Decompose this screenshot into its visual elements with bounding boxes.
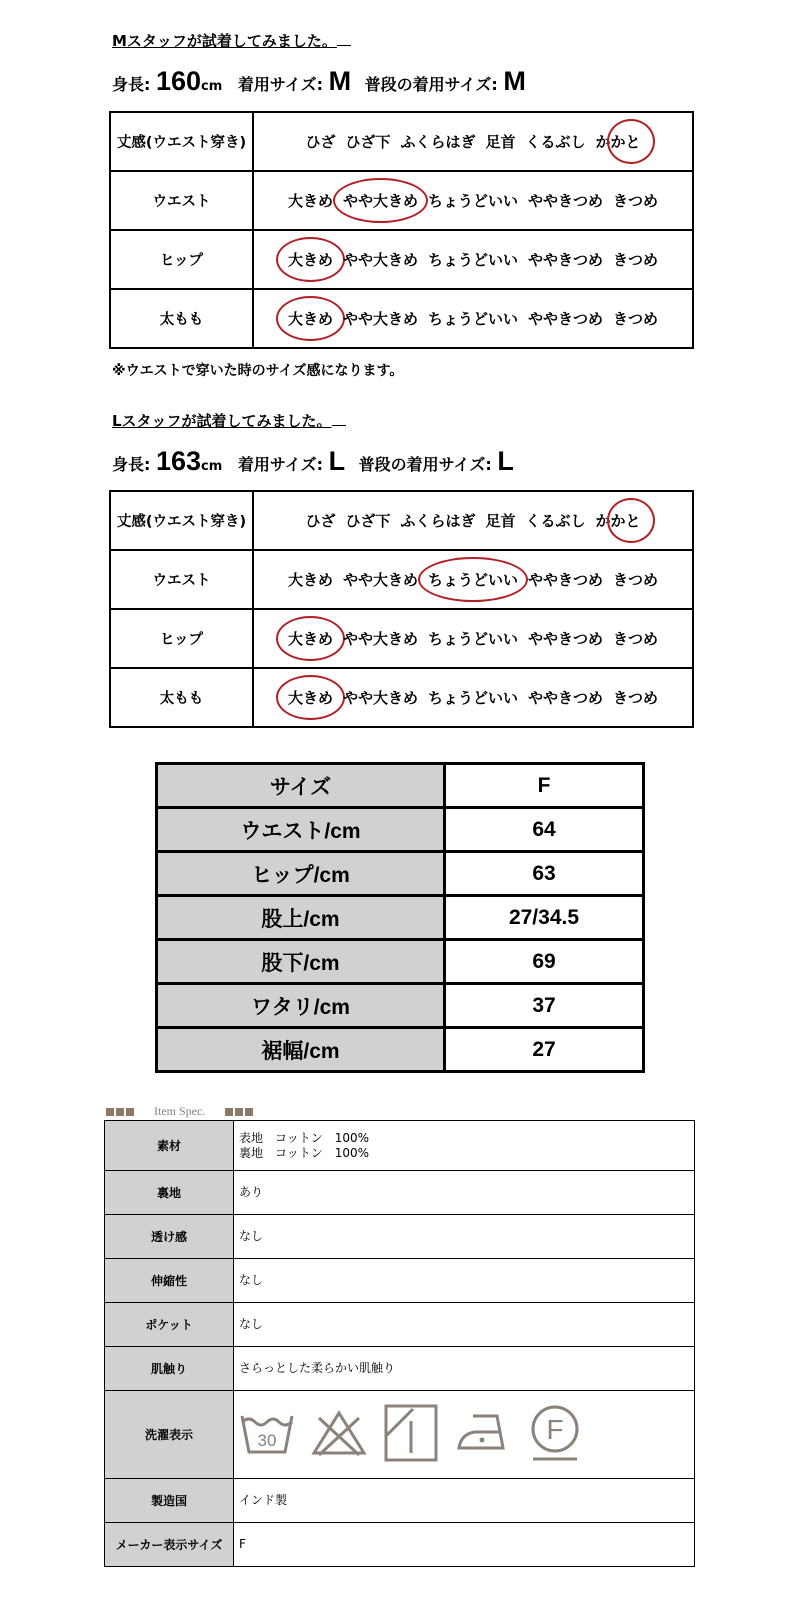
item-spec-value	[234, 1347, 695, 1391]
fit-option: くるぶし	[525, 512, 586, 530]
fit-options	[253, 550, 693, 609]
fit-row-label: ヒップ	[110, 609, 253, 668]
item-spec-row	[105, 1479, 695, 1523]
square-icon	[235, 1108, 243, 1116]
height-unit: cm	[201, 79, 223, 94]
fit-option: きつめ	[613, 310, 659, 328]
fit-option: 足首	[485, 133, 516, 151]
fit-option: ややきつめ	[528, 192, 604, 210]
fit-table-m	[109, 111, 694, 349]
iron-low-icon	[455, 1408, 511, 1462]
size-row	[157, 984, 644, 1028]
size-value: 37	[445, 984, 644, 1028]
wear-size-value: M	[328, 66, 352, 96]
fit-options	[253, 491, 693, 550]
item-spec-key: 製造国	[105, 1479, 234, 1523]
fit-row-label: ウエスト	[110, 550, 253, 609]
item-spec-value	[234, 1171, 695, 1215]
staff-m-heading	[112, 30, 351, 51]
square-icon	[116, 1108, 124, 1116]
fit-row-label: ヒップ	[110, 230, 253, 289]
wash-30-icon	[239, 1408, 295, 1462]
size-row	[157, 764, 644, 808]
wear-size-label: 着用サイズ:	[237, 455, 324, 474]
svg-text:30: 30	[257, 1430, 277, 1450]
line-dry-icon	[383, 1403, 439, 1467]
fit-option: ひざ下	[345, 512, 391, 530]
fit-option: ちょうどいい	[427, 630, 518, 648]
staff-l-heading	[112, 410, 346, 431]
item-spec-line: なし	[239, 1273, 264, 1287]
item-spec-line: なし	[239, 1229, 264, 1243]
fit-option: きつめ	[613, 689, 659, 707]
usual-size-value: M	[503, 66, 526, 96]
height-value: 163	[155, 446, 202, 476]
staff-l-heading-text: Lスタッフが試着してみました。	[112, 412, 332, 430]
item-spec-line: F	[239, 1537, 246, 1551]
fit-option: ややきつめ	[528, 630, 604, 648]
size-row	[157, 896, 644, 940]
size-value: 63	[445, 852, 644, 896]
item-spec-value	[234, 1215, 695, 1259]
item-spec-table	[104, 1120, 695, 1567]
fit-option: ややきつめ	[528, 251, 604, 269]
fit-option: くるぶし	[525, 133, 586, 151]
item-spec-heading	[106, 1104, 255, 1119]
item-spec-row	[105, 1171, 695, 1215]
fit-row	[110, 668, 693, 727]
wash-symbols	[239, 1403, 694, 1467]
item-spec-line: あり	[239, 1185, 264, 1199]
fit-option: ややきつめ	[528, 689, 604, 707]
size-row	[157, 808, 644, 852]
svg-text:F: F	[546, 1413, 564, 1445]
fit-row	[110, 289, 693, 348]
item-spec-line: 表地 コットン 100%	[239, 1130, 370, 1145]
usual-size-value: L	[497, 446, 514, 476]
fit-row	[110, 550, 693, 609]
size-row	[157, 940, 644, 984]
fit-option: ややきつめ	[528, 571, 604, 589]
size-value: F	[445, 764, 644, 808]
wear-size-label: 着用サイズ:	[237, 75, 324, 94]
size-table	[155, 762, 645, 1073]
fit-option: きつめ	[613, 192, 659, 210]
item-spec-row	[105, 1391, 695, 1479]
fit-option: 大きめ	[287, 571, 333, 589]
fit-option: ひざ	[305, 512, 336, 530]
size-key: 裾幅/cm	[157, 1028, 445, 1072]
item-spec-key: 洗濯表示	[105, 1391, 234, 1479]
item-spec-key: メーカー表示サイズ	[105, 1523, 234, 1567]
fit-option-selected: かと	[610, 512, 641, 530]
staff-m-heading-text: Mスタッフが試着してみました。	[112, 32, 337, 50]
size-key: 股下/cm	[157, 940, 445, 984]
item-spec-line: なし	[239, 1317, 264, 1331]
square-icon	[245, 1108, 253, 1116]
item-spec-value	[234, 1479, 695, 1523]
item-spec-key: 肌触り	[105, 1347, 234, 1391]
size-value: 64	[445, 808, 644, 852]
item-spec-value	[234, 1391, 695, 1479]
square-icon	[126, 1108, 134, 1116]
fit-option: ひざ下	[345, 133, 391, 151]
size-row	[157, 852, 644, 896]
height-label: 身長:	[112, 75, 151, 94]
fit-row	[110, 491, 693, 550]
fit-option: か	[595, 133, 611, 151]
staff-l-specline	[112, 446, 514, 477]
fit-options	[253, 609, 693, 668]
height-label: 身長:	[112, 455, 151, 474]
item-spec-row	[105, 1121, 695, 1171]
fit-option: ふくらはぎ	[400, 133, 476, 151]
fit-row	[110, 171, 693, 230]
fit-option-selected: ちょうどいい	[427, 571, 518, 589]
size-value: 69	[445, 940, 644, 984]
item-spec-key: 裏地	[105, 1171, 234, 1215]
size-key: ウエスト/cm	[157, 808, 445, 852]
dry-clean-f-icon	[527, 1403, 583, 1467]
fit-option: ひざ	[305, 133, 336, 151]
fit-option: やや大きめ	[342, 251, 418, 269]
item-spec-row	[105, 1347, 695, 1391]
no-bleach-icon	[311, 1408, 367, 1462]
item-spec-value	[234, 1523, 695, 1567]
fit-row-label: 丈感(ウエスト穿き)	[110, 491, 253, 550]
fit-options	[253, 668, 693, 727]
item-spec-key: 素材	[105, 1121, 234, 1171]
square-icon	[225, 1108, 233, 1116]
fit-row	[110, 609, 693, 668]
fit-option: やや大きめ	[342, 689, 418, 707]
size-key: ヒップ/cm	[157, 852, 445, 896]
item-spec-line: インド製	[239, 1493, 288, 1507]
item-spec-line: 裏地 コットン 100%	[239, 1145, 370, 1160]
size-row	[157, 1028, 644, 1072]
fit-option: 足首	[485, 512, 516, 530]
item-spec-row	[105, 1303, 695, 1347]
fit-option: きつめ	[613, 630, 659, 648]
fit-row	[110, 230, 693, 289]
size-key: 股上/cm	[157, 896, 445, 940]
staff-m-specline	[112, 66, 526, 97]
fit-options	[253, 289, 693, 348]
fit-option-selected: 大きめ	[287, 630, 333, 648]
item-spec-row	[105, 1215, 695, 1259]
fit-table-l	[109, 490, 694, 728]
height-unit: cm	[201, 459, 223, 474]
fit-option-selected: かと	[610, 133, 641, 151]
usual-size-label: 普段の着用サイズ:	[364, 75, 498, 94]
fit-option: ふくらはぎ	[400, 512, 476, 530]
item-spec-key: ポケット	[105, 1303, 234, 1347]
size-value: 27/34.5	[445, 896, 644, 940]
item-spec-key: 透け感	[105, 1215, 234, 1259]
item-spec-row	[105, 1523, 695, 1567]
fit-options	[253, 230, 693, 289]
size-key: ワタリ/cm	[157, 984, 445, 1028]
fit-option: やや大きめ	[342, 571, 418, 589]
item-spec-row	[105, 1259, 695, 1303]
fit-options	[253, 171, 693, 230]
fit-option: か	[595, 512, 611, 530]
item-spec-value	[234, 1259, 695, 1303]
fit-option: きつめ	[613, 571, 659, 589]
fit-option: ややきつめ	[528, 310, 604, 328]
fit-row-label: 太もも	[110, 668, 253, 727]
fit-option-selected: 大きめ	[287, 251, 333, 269]
height-value: 160	[155, 66, 202, 96]
item-spec-value	[234, 1121, 695, 1171]
fit-row	[110, 112, 693, 171]
fit-option: きつめ	[613, 251, 659, 269]
item-spec-key: 伸縮性	[105, 1259, 234, 1303]
fit-row-label: ウエスト	[110, 171, 253, 230]
fit-option: やや大きめ	[342, 630, 418, 648]
fit-option: やや大きめ	[342, 310, 418, 328]
wear-size-value: L	[328, 446, 346, 476]
usual-size-label: 普段の着用サイズ:	[358, 455, 492, 474]
fit-option: ちょうどいい	[427, 251, 518, 269]
fit-option-selected: 大きめ	[287, 310, 333, 328]
fit-option: ちょうどいい	[427, 310, 518, 328]
fit-option: 大きめ	[287, 192, 333, 210]
fit-row-label: 丈感(ウエスト穿き)	[110, 112, 253, 171]
size-key: サイズ	[157, 764, 445, 808]
fit-row-label: 太もも	[110, 289, 253, 348]
square-icon	[106, 1108, 114, 1116]
item-spec-title: Item Spec.	[154, 1104, 206, 1118]
fit-option-selected: やや大きめ	[342, 192, 418, 210]
fit-options	[253, 112, 693, 171]
item-spec-line: さらっとした柔らかい肌触り	[239, 1361, 396, 1375]
item-spec-value	[234, 1303, 695, 1347]
fit-option: ちょうどいい	[427, 689, 518, 707]
fit-option-selected: 大きめ	[287, 689, 333, 707]
fit-note: ※ウエストで穿いた時のサイズ感になります。	[112, 363, 404, 379]
size-value: 27	[445, 1028, 644, 1072]
fit-option: ちょうどいい	[427, 192, 518, 210]
